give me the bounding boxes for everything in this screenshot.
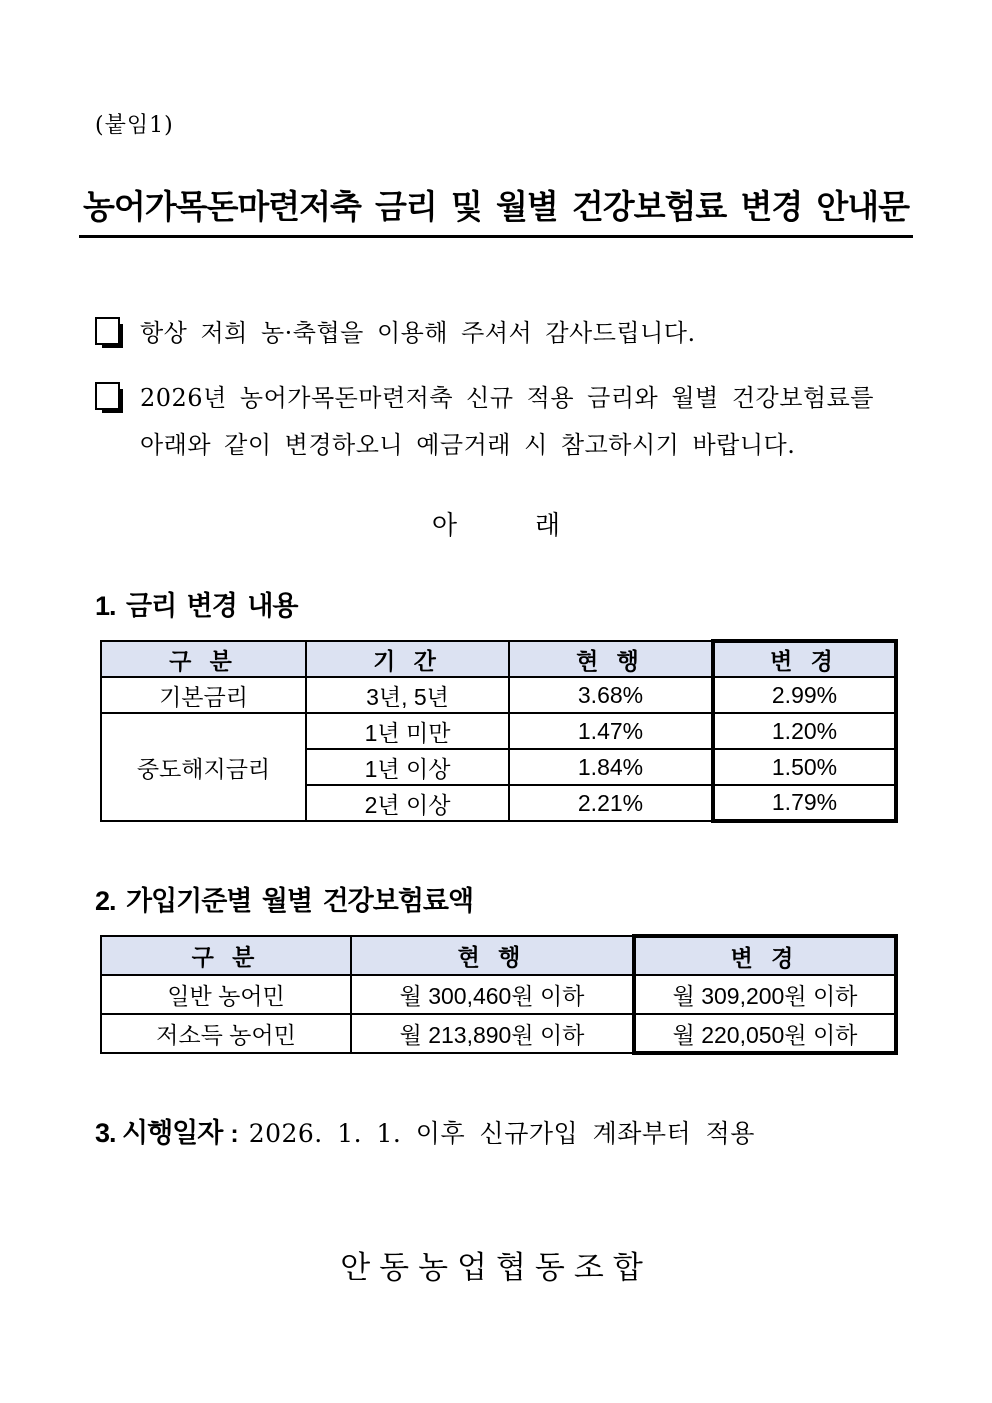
list-item xyxy=(95,310,910,357)
table-header-cell: 현 행 xyxy=(509,641,713,677)
table-cell: 3년, 5년 xyxy=(306,677,509,713)
table-cell: 1.84% xyxy=(509,749,713,785)
table-header-cell: 기 간 xyxy=(306,641,509,677)
table-header-row xyxy=(101,641,896,677)
table-cell: 2.21% xyxy=(509,785,713,821)
table-row xyxy=(101,975,896,1014)
table-cell: 저소득 농어민 xyxy=(101,1014,351,1053)
table-cell: 기본금리 xyxy=(101,677,306,713)
rates-table xyxy=(100,639,898,823)
organization-name: 안동농업협동조합 xyxy=(340,1250,652,1286)
table-header-cell: 구 분 xyxy=(101,641,306,677)
section-heading-rates: 1. 금리 변경 내용 xyxy=(95,591,298,621)
table-cell: 1.50% xyxy=(713,749,896,785)
table-cell: 2.99% xyxy=(713,677,896,713)
section-heading-insurance: 2. 가입기준별 월별 건강보험료액 xyxy=(95,886,474,916)
table-cell: 3.68% xyxy=(509,677,713,713)
table-cell: 1.47% xyxy=(509,713,713,749)
title-container xyxy=(0,181,992,238)
table-header-cell: 현 행 xyxy=(351,936,634,975)
table-row xyxy=(101,1014,896,1053)
below-divider-word xyxy=(0,505,992,542)
table-cell: 월 213,890원 이하 xyxy=(351,1014,634,1053)
table-cell: 2년 이상 xyxy=(306,785,509,821)
table-cell: 월 309,200원 이하 xyxy=(634,975,896,1014)
effective-date-separator: : xyxy=(230,1120,239,1148)
list-item xyxy=(95,375,910,469)
table-header-row xyxy=(101,936,896,975)
shadowed-square-bullet-icon xyxy=(95,317,120,345)
shadowed-square-bullet-icon xyxy=(95,382,120,410)
insurance-table xyxy=(100,934,898,1055)
table-header-cell: 변 경 xyxy=(713,641,896,677)
table-cell: 1년 미만 xyxy=(306,713,509,749)
effective-date-line xyxy=(95,1111,992,1150)
document-title: 농어가목돈마련저축 금리 및 월별 건강보험료 변경 안내문 xyxy=(79,181,913,238)
below-divider-second: 래 xyxy=(535,511,561,541)
table-row xyxy=(101,677,896,713)
table-cell: 1년 이상 xyxy=(306,749,509,785)
notice-list xyxy=(95,310,910,469)
table-cell: 일반 농어민 xyxy=(101,975,351,1014)
table-header-cell: 변 경 xyxy=(634,936,896,975)
bullet-text: 2026년 농어가목돈마련저축 신규 적용 금리와 월별 건강보험료를 아래와 같이 변경하오니 예금거래 시 참고하시기 바랍니다. xyxy=(140,384,874,459)
table-cell: 월 300,460원 이하 xyxy=(351,975,634,1014)
attachment-label: (붙임1) xyxy=(95,113,174,138)
table-cell: 월 220,050원 이하 xyxy=(634,1014,896,1053)
table-cell: 1.79% xyxy=(713,785,896,821)
table-cell: 1.20% xyxy=(713,713,896,749)
table-cell: 중도해지금리 xyxy=(101,713,306,821)
table-row xyxy=(101,713,896,749)
effective-date-value: 2026. 1. 1. 이후 신규가입 계좌부터 적용 xyxy=(248,1119,755,1148)
effective-date-heading: 3. 시행일자 xyxy=(95,1118,223,1148)
table-header-cell: 구 분 xyxy=(101,936,351,975)
below-divider-first: 아 xyxy=(431,511,457,541)
bullet-text: 항상 저희 농·축협을 이용해 주셔서 감사드립니다. xyxy=(140,319,696,347)
